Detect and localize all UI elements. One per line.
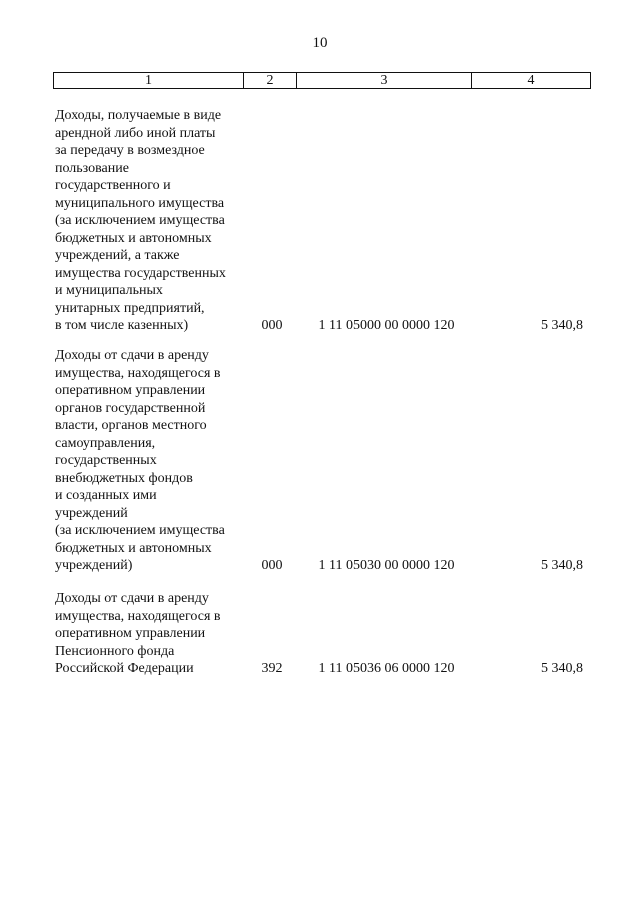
row-amount: 5 340,8	[541, 558, 583, 573]
table-row	[0, 107, 640, 337]
column-header-1: 1	[54, 73, 244, 89]
row-budget-code: 1 11 05036 06 0000 120	[318, 661, 455, 676]
row-admin-code: 392	[261, 661, 283, 676]
column-header-3: 3	[297, 73, 472, 89]
row-amount: 5 340,8	[541, 661, 583, 676]
table-row	[0, 590, 640, 680]
row-admin-code: 000	[261, 558, 283, 573]
row-budget-code: 1 11 05000 00 0000 120	[318, 318, 455, 333]
column-header-table	[53, 72, 591, 89]
row-description: Доходы от сдачи в аренду имущества, находящегося в оперативном управлении органов государственной власти, органов местного самоуправления, государственных внебюджетных фондов и созданных ими учреждений (за исключением имущества бюджетных и автономных учреждений)	[55, 348, 225, 573]
row-admin-code: 000	[261, 318, 283, 333]
row-description: Доходы, получаемые в виде арендной либо иной платы за передачу в возмездное пользование государственного и муниципального имущества (за исключением имущества бюджетных и автономных учреждений, а также имущества государственных и муниципальных унитарных предприятий, в том числе казенных)	[55, 108, 226, 333]
column-header-4: 4	[472, 73, 591, 89]
column-header-row	[54, 73, 591, 89]
column-header-2: 2	[244, 73, 297, 89]
row-amount: 5 340,8	[541, 318, 583, 333]
row-description: Доходы от сдачи в аренду имущества, находящегося в оперативном управлении Пенсионного фонда Российской Федерации	[55, 591, 221, 676]
page-number: 10	[312, 35, 328, 51]
row-budget-code: 1 11 05030 00 0000 120	[318, 558, 455, 573]
table-row	[0, 347, 640, 577]
